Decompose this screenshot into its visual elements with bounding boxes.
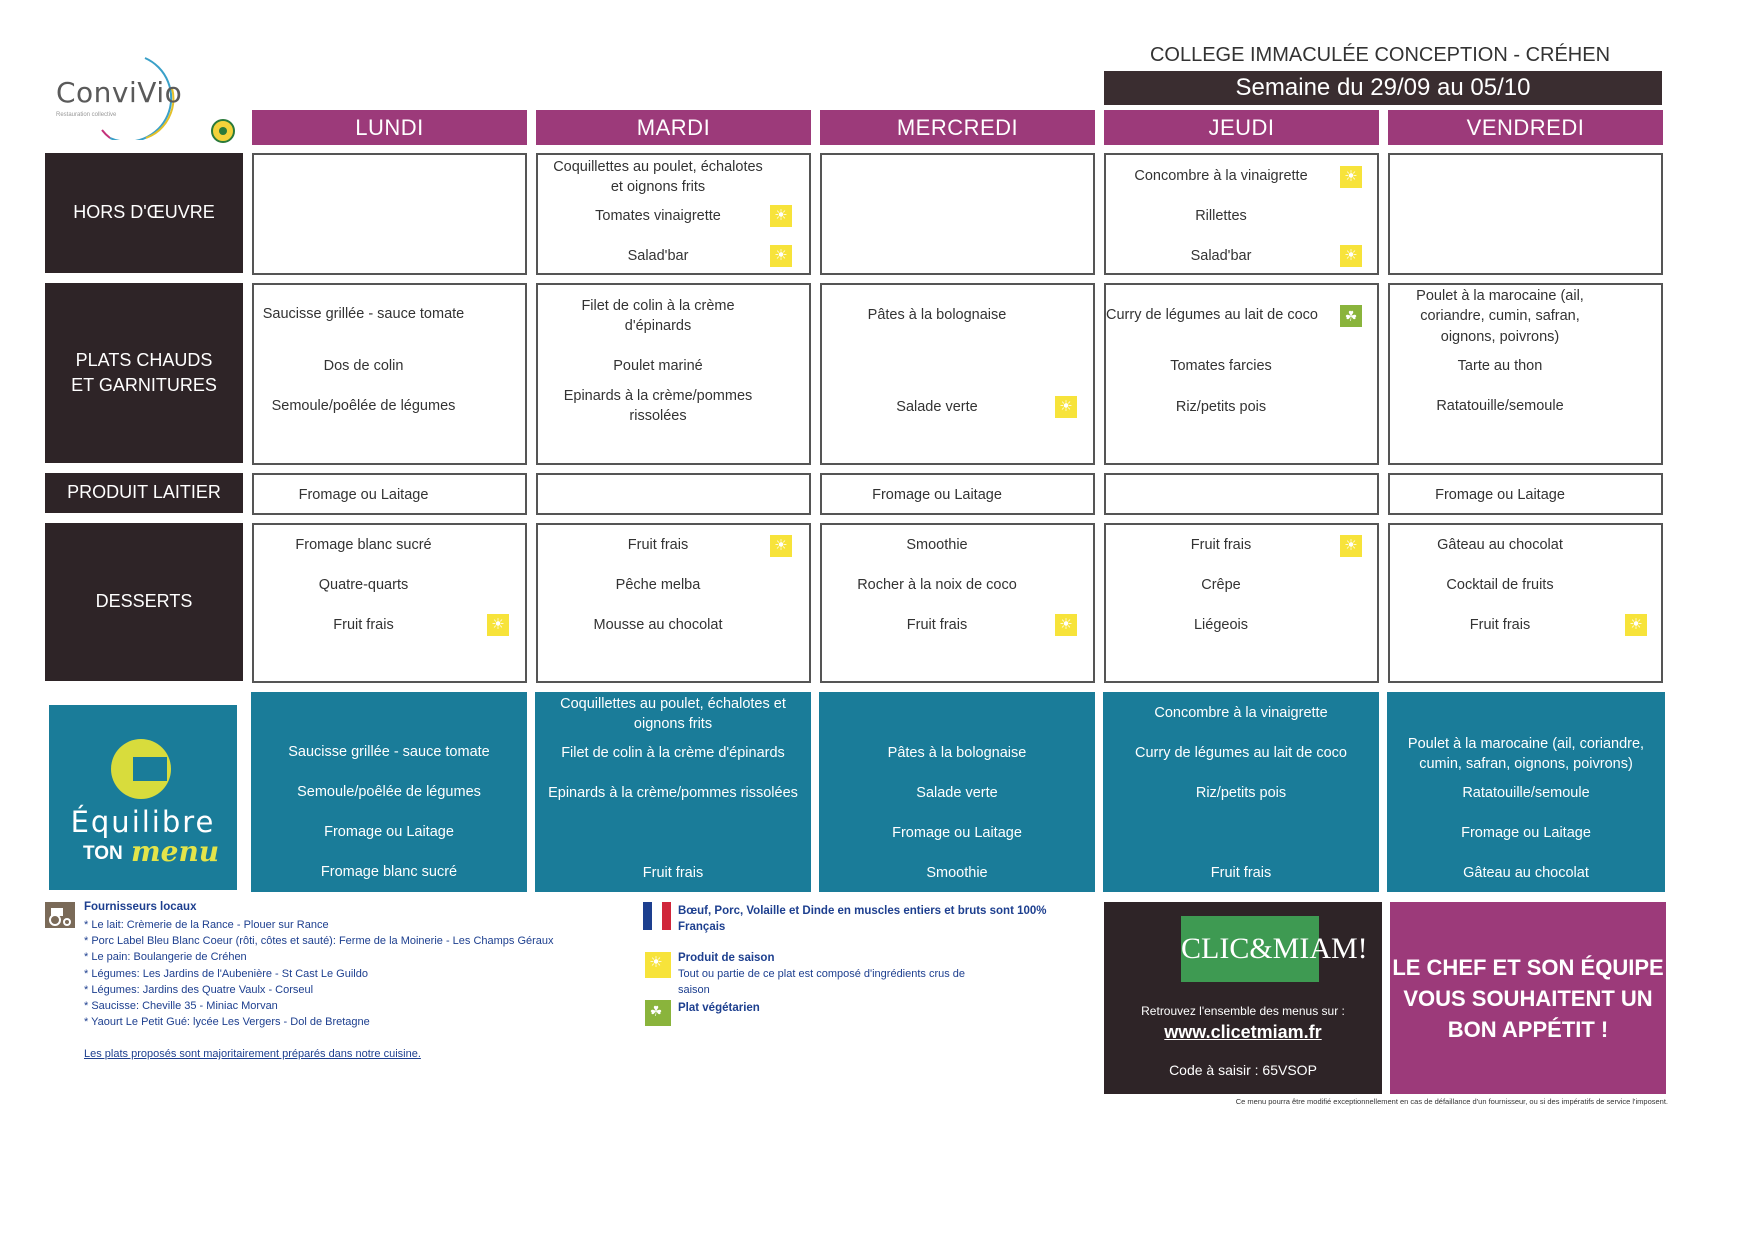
menu-item: Riz/petits pois <box>1175 399 1267 415</box>
french-meat-text <box>678 903 1078 935</box>
menu-item: Poulet à la marocaine (ail, coriandre, cumin, safran, oignons, poivrons) <box>1416 288 1584 345</box>
chef-line3: BON APPÉTIT ! <box>1447 1016 1609 1042</box>
menu-item: Concombre à la vinaigrette <box>1134 168 1308 184</box>
laitier-cell-mercredi <box>820 473 1095 515</box>
disclaimer: Ce menu pourra être modifié exceptionnellement en cas de défaillance d'un fournisseur, ou si des impératifs de service l'imposent. <box>1235 1097 1668 1106</box>
plats-cell-jeudi <box>1104 283 1379 465</box>
equilibre-item: Fromage ou Laitage <box>324 824 454 840</box>
equilibre-cell-mercredi <box>819 692 1095 892</box>
supplier-item: * Le pain: Boulangerie de Créhen <box>84 951 247 964</box>
equilibre-cell-jeudi <box>1103 692 1379 892</box>
sun-icon <box>1340 245 1362 267</box>
day-header-lundi: LUNDI <box>252 110 527 145</box>
equilibre-item: Filet de colin à la crème d'épinards <box>561 745 785 761</box>
menu-item: Salade verte <box>896 399 978 415</box>
equilibre-ton: TON <box>83 843 123 864</box>
seal-icon <box>210 118 236 144</box>
plats-cell-vendredi <box>1388 283 1663 465</box>
logo-tagline: Restauration collective <box>56 112 117 118</box>
sun-icon <box>1340 166 1362 188</box>
menu-item: Liégeois <box>1193 617 1248 633</box>
equilibre-item: Fromage blanc sucré <box>320 864 458 880</box>
convivio-logo <box>50 50 200 140</box>
equilibre-title: Équilibre <box>70 805 216 839</box>
menu-item: Coquillettes au poulet, échalotes et oignons frits <box>553 159 763 196</box>
supplier-item: * Saucisse: Cheville 35 - Miniac Morvan <box>84 1000 278 1013</box>
clicmiam-logo: CLIC&MIAM! <box>1181 916 1319 982</box>
sun-icon <box>1055 396 1077 418</box>
supplier-item: * Légumes: Jardins des Quatre Vaulx - Corseul <box>84 983 314 996</box>
equilibre-item: Smoothie <box>926 865 988 881</box>
season-text <box>678 966 1078 998</box>
laitier-cell-jeudi <box>1104 473 1379 515</box>
equilibre-item: Riz/petits pois <box>1195 785 1287 801</box>
equilibre-cell-vendredi <box>1387 692 1665 892</box>
menu-item: Crêpe <box>1201 577 1241 593</box>
season-text-line2: saison <box>678 984 710 996</box>
equilibre-item: Poulet à la marocaine (ail, coriandre, cumin, safran, oignons, poivrons) <box>1407 736 1645 773</box>
menu-item: Poulet mariné <box>613 358 703 374</box>
plats-cell-mardi <box>536 283 811 465</box>
equilibre-item: Fromage ou Laitage <box>892 825 1022 841</box>
chef-line2: VOUS SOUHAITENT UN <box>1403 985 1653 1011</box>
school-name: COLLEGE IMMACULÉE CONCEPTION - CRÉHEN <box>1149 44 1611 66</box>
menu-item: Saucisse grillée - sauce tomate <box>262 306 465 322</box>
menu-item: Fromage ou Laitage <box>1435 487 1565 503</box>
row-label-hors-doeuvre: HORS D'ŒUVRE <box>45 153 243 273</box>
equilibre-item: Gâteau au chocolat <box>1463 865 1589 881</box>
day-header-mardi: MARDI <box>536 110 811 145</box>
clicmiam-text: Retrouvez l'ensemble des menus sur : <box>1141 1004 1345 1018</box>
equilibre-item: Salade verte <box>916 785 998 801</box>
hors-cell-jeudi <box>1104 153 1379 275</box>
menu-item: Rillettes <box>1195 208 1247 224</box>
hors-cell-vendredi <box>1388 153 1663 275</box>
equilibre-item: Fruit frais <box>1210 865 1272 881</box>
menu-item: Fruit frais <box>906 617 968 633</box>
menu-item: Cocktail de fruits <box>1446 577 1554 593</box>
sun-icon <box>770 205 792 227</box>
menu-item: Filet de colin à la crème d'épinards <box>581 298 735 335</box>
equilibre-item: Epinards à la crème/pommes rissolées <box>548 785 798 801</box>
laitier-cell-mardi <box>536 473 811 515</box>
season-title: Produit de saison <box>678 952 775 964</box>
desserts-cell-lundi <box>252 523 527 683</box>
menu-item: Fruit frais <box>333 617 394 633</box>
hors-cell-lundi <box>252 153 527 275</box>
menu-item: Fruit frais <box>1190 537 1252 553</box>
plats-cell-mercredi <box>820 283 1095 465</box>
row-label-plats-line1: PLATS CHAUDS <box>75 349 213 370</box>
menu-item: Gâteau au chocolat <box>1437 537 1563 553</box>
menu-item: Tomates vinaigrette <box>595 208 721 224</box>
hors-cell-mercredi <box>820 153 1095 275</box>
french-flag-icon <box>643 902 671 930</box>
sun-icon <box>487 614 509 636</box>
suppliers-title: Fournisseurs locaux <box>84 901 197 913</box>
logo-text: ConviVio <box>56 76 183 109</box>
suppliers-list <box>84 917 624 1030</box>
day-header-mercredi: MERCREDI <box>820 110 1095 145</box>
menu-item: Semoule/poêlée de légumes <box>271 398 456 414</box>
menu-item: Fruit frais <box>1469 617 1531 633</box>
menu-item: Fromage ou Laitage <box>872 487 1002 503</box>
equilibre-menu: menu <box>131 835 220 868</box>
menu-item: Rocher à la noix de coco <box>857 577 1017 593</box>
desserts-cell-mercredi <box>820 523 1095 683</box>
sun-icon <box>770 245 792 267</box>
menu-item: Curry de légumes au lait de coco <box>1106 307 1318 323</box>
equilibre-item: Fruit frais <box>642 865 704 881</box>
chef-line1: LE CHEF ET SON ÉQUIPE <box>1392 954 1664 980</box>
row-label-plats-chauds <box>45 283 243 463</box>
clicmiam-url-link[interactable]: www.clicetmiam.fr <box>1164 1022 1322 1042</box>
equilibre-item: Semoule/poêlée de légumes <box>297 784 481 800</box>
leaf-icon <box>1340 305 1362 327</box>
day-header-vendredi: VENDREDI <box>1388 110 1663 145</box>
desserts-cell-vendredi <box>1388 523 1663 683</box>
equilibre-item: Curry de légumes au lait de coco <box>1135 745 1347 761</box>
kitchen-note-link[interactable]: Les plats proposés sont majoritairement préparés dans notre cuisine. <box>84 1048 421 1060</box>
tractor-icon <box>45 902 75 928</box>
row-label-plats-line2: ET GARNITURES <box>71 375 217 395</box>
supplier-item: * Le lait: Crèmerie de la Rance - Plouer sur Rance <box>84 919 329 931</box>
equilibre-item: Saucisse grillée - sauce tomate <box>288 744 490 760</box>
vegetarian-title: Plat végétarien <box>678 1002 760 1014</box>
equilibre-item: Coquillettes au poulet, échalotes et oignons frits <box>560 696 786 733</box>
sun-icon <box>1625 614 1647 636</box>
french-meat-line2: Français <box>678 921 726 933</box>
menu-item: Tarte au thon <box>1457 358 1543 374</box>
menu-item: Dos de colin <box>323 358 404 374</box>
sun-icon <box>1055 614 1077 636</box>
hors-cell-mardi <box>536 153 811 275</box>
menu-item: Pâtes à la bolognaise <box>867 307 1007 323</box>
laitier-cell-vendredi <box>1388 473 1663 515</box>
supplier-item: * Yaourt Le Petit Gué: lycée Les Vergers - Dol de Bretagne <box>84 1016 370 1029</box>
equilibre-item: Ratatouille/semoule <box>1462 785 1590 801</box>
menu-item: Pêche melba <box>615 577 701 593</box>
row-label-desserts: DESSERTS <box>45 523 243 681</box>
menu-item: Mousse au chocolat <box>593 617 723 633</box>
french-meat-line1: Bœuf, Porc, Volaille et Dinde en muscles entiers et bruts sont 100% <box>678 905 1047 917</box>
equilibre-fork-icon <box>111 739 171 799</box>
plats-cell-lundi <box>252 283 527 465</box>
leaf-icon <box>645 1000 671 1026</box>
menu-item: Fromage blanc sucré <box>295 537 432 553</box>
equilibre-item: Concombre à la vinaigrette <box>1154 705 1328 721</box>
desserts-cell-jeudi <box>1104 523 1379 683</box>
menu-item: Fruit frais <box>627 537 689 553</box>
season-text-line1: Tout ou partie de ce plat est composé d'ingrédients crus de <box>678 968 966 980</box>
row-label-produit-laitier: PRODUIT LAITIER <box>45 473 243 513</box>
menu-item: Tomates farcies <box>1170 358 1272 374</box>
clicmiam-box <box>1104 902 1382 1094</box>
equilibre-item: Pâtes à la bolognaise <box>887 745 1027 761</box>
menu-item: Epinards à la crème/pommes rissolées <box>563 388 753 425</box>
menu-item: Salad'bar <box>627 248 689 264</box>
menu-item: Quatre-quarts <box>318 577 409 593</box>
supplier-item: * Porc Label Bleu Blanc Coeur (rôti, côtes et sauté): Ferme de la Moinerie - Les Champs Géraux <box>84 935 554 948</box>
supplier-item: * Légumes: Les Jardins de l'Aubenière - St Cast Le Guildo <box>84 967 368 980</box>
sun-icon <box>1340 535 1362 557</box>
equilibre-cell-mardi <box>535 692 811 892</box>
week-banner: Semaine du 29/09 au 05/10 <box>1104 71 1662 105</box>
day-header-jeudi: JEUDI <box>1104 110 1379 145</box>
chef-message <box>1390 902 1666 1094</box>
equilibre-cell-lundi <box>251 692 527 892</box>
clicmiam-code: Code à saisir : 65VSOP <box>1169 1062 1317 1078</box>
equilibre-item: Fromage ou Laitage <box>1461 825 1591 841</box>
menu-item: Fromage ou Laitage <box>298 487 429 503</box>
desserts-cell-mardi <box>536 523 811 683</box>
equilibre-logo-box <box>49 705 237 890</box>
sun-icon <box>645 952 671 978</box>
menu-item: Salad'bar <box>1190 248 1252 264</box>
menu-item: Ratatouille/semoule <box>1436 398 1564 414</box>
sun-icon <box>770 535 792 557</box>
menu-item: Smoothie <box>906 537 968 553</box>
laitier-cell-lundi <box>252 473 527 515</box>
